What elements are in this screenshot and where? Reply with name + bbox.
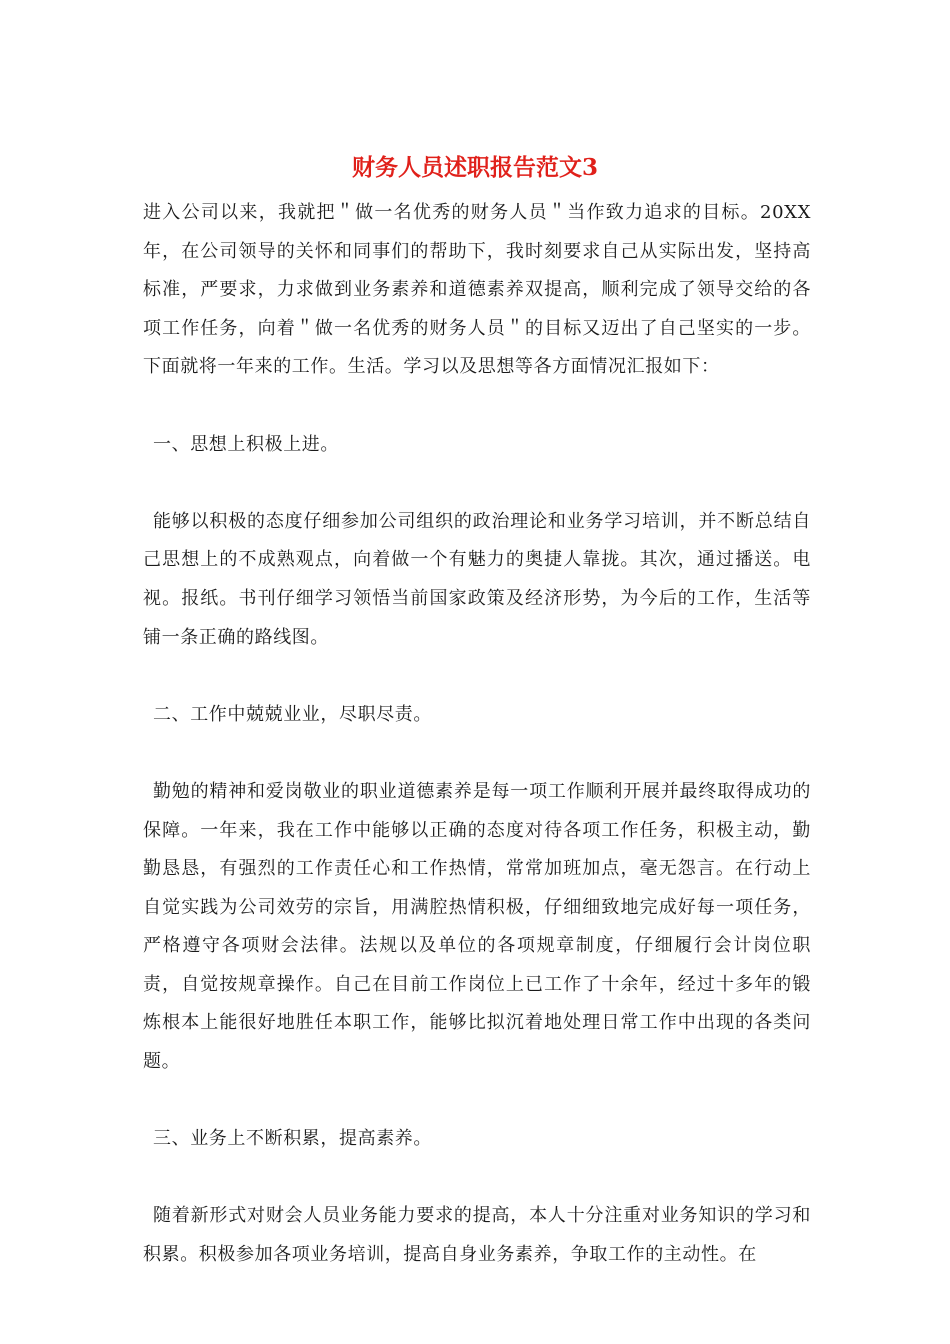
- section-heading-1: 一、思想上积极上进。: [153, 433, 339, 455]
- paragraph-spacer: [143, 1082, 811, 1121]
- section-body-2: 勤勉的精神和爱岗敬业的职业道德素养是每一项工作顺利开展并最终取得成功的保障。一年来，我在工作中能够以正确的态度对待各项工作任务，积极主动，勤勤恳恳，有强烈的工作责任心和工作热情，常常加班加点，毫无怨言。在行动上自觉实践为公司效劳的宗旨，用满腔热情积极，仔细细致地完成好每一项任务，严格遵守各项财会法律。法规以及单位的各项规章制度，仔细履行会计岗位职责，自觉按规章操作。自己在目前工作岗位上已工作了十余年，经过十多年的锻炼根本上能很好地胜任本职工作，能够比拟沉着地处理日常工作中出现的各类问题。: [143, 780, 811, 1073]
- document-body: [143, 194, 811, 1275]
- intro-paragraph: 进入公司以来，我就把＂做一名优秀的财务人员＂当作致力追求的目标。20XX年，在公司领导的关怀和同事们的帮助下，我时刻要求自己从实际出发，坚持高标准，严要求，力求做到业务素养和道德素养双提高，顺利完成了领导交给的各项工作任务，向着＂做一名优秀的财务人员＂的目标又迈出了自己坚实的一步。下面就将一年来的工作。生活。学习以及思想等各方面情况汇报如下：: [143, 202, 811, 378]
- section-heading-3: 三、业务上不断积累，提高素养。: [153, 1128, 432, 1150]
- paragraph-spacer: [143, 657, 811, 696]
- section-body-1: 能够以积极的态度仔细参加公司组织的政治理论和业务学习培训，并不断总结自己思想上的不成熟观点，向着做一个有魅力的奥捷人靠拢。其次，通过播送。电视。报纸。书刊仔细学习领悟当前国家政策及经济形势，为今后的工作，生活等铺一条正确的路线图。: [143, 510, 811, 648]
- paragraph-spacer: [143, 734, 811, 773]
- paragraph-spacer: [143, 387, 811, 426]
- paragraph-spacer: [143, 464, 811, 503]
- document-title: 财务人员述职报告范文3: [351, 154, 598, 181]
- paragraph-spacer: [143, 1159, 811, 1198]
- section-body-3: 随着新形式对财会人员业务能力要求的提高，本人十分注重对业务知识的学习和积累。积极参加各项业务培训，提高自身业务素养，争取工作的主动性。在: [143, 1205, 811, 1266]
- section-heading-2: 二、工作中兢兢业业，尽职尽责。: [153, 703, 432, 725]
